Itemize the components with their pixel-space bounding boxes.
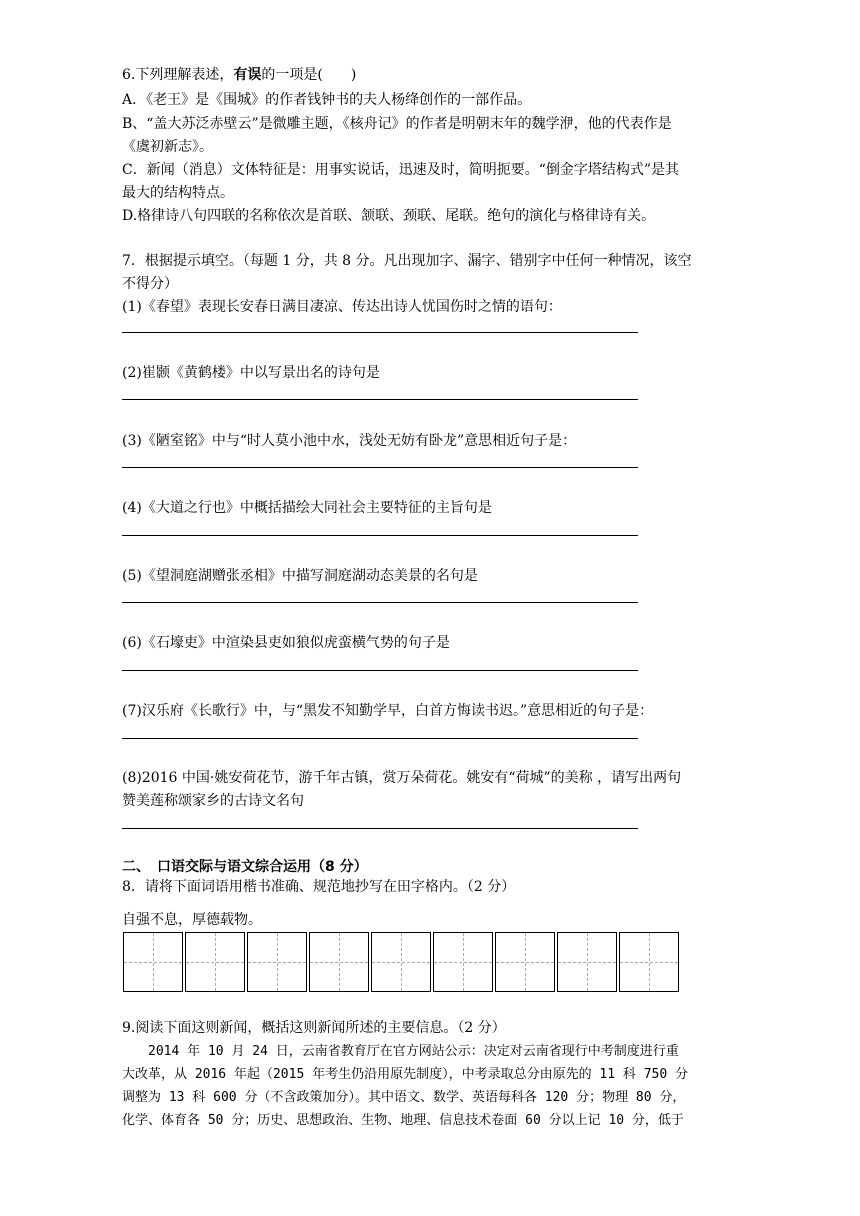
q7-item-8-line2: 赞美莲称颂家乡的古诗文名句 [122, 793, 304, 809]
q6-option-d: D.格律诗八句四联的名称依次是首联、颔联、颈联、尾联。绝句的演化与格律诗有关。 [122, 208, 656, 224]
grid-cell-7[interactable] [495, 932, 555, 992]
q6-option-b-line2: 《虞初新志》。 [122, 139, 213, 155]
q6-option-c-line1: C．新闻（消息）文体特征是：用事实说话，迅速及时，简明扼要。“倒金字塔结构式”是其 [122, 162, 680, 178]
q7-stem-line1: 7．根据提示填空。（每题 1 分，共 8 分。凡出现加字、漏字、错别字中任何一种情况，该空 [122, 253, 692, 269]
q6-option-b-line1: B、“盖大苏泛赤壁云”是微雕主题，《核舟记》的作者是明朝末年的魏学洢，他的代表作是 [122, 116, 672, 132]
q7-item-5: (5)《望洞庭湖赠张丞相》中描写洞庭湖动态美景的名句是 [122, 568, 478, 584]
q7-answer-line-3[interactable] [122, 467, 638, 468]
q7-answer-line-8[interactable] [122, 828, 638, 829]
q7-answer-line-1[interactable] [122, 332, 638, 333]
grid-cell-2[interactable] [185, 932, 245, 992]
q7-stem-line2: 不得分） [122, 276, 178, 292]
section-2-heading: 二、 口语交际与语文综合运用（8 分） [122, 859, 368, 875]
q9-news-line-1: 2014 年 10 月 24 日，云南省教育厅在官方网站公示：决定对云南省现行中考制度进行重 [122, 1044, 679, 1059]
grid-cell-4[interactable] [309, 932, 369, 992]
q7-answer-line-6[interactable] [122, 670, 638, 671]
q7-answer-line-7[interactable] [122, 738, 638, 739]
q7-item-4: (4)《大道之行也》中概括描绘大同社会主要特征的主旨句是 [122, 500, 492, 516]
q9-news-line-4: 化学、体育各 50 分；历史、思想政治、生物、地理、信息技术卷面 60 分以上记 10 分，低于 [122, 1113, 684, 1128]
q7-item-3: (3)《陋室铭》中与“时人莫小池中水，浅处无妨有卧龙”意思相近句子是： [122, 433, 577, 449]
tian-zi-ge-grid [123, 932, 681, 992]
q7-item-8-line1: (8)2016 中国·姚安荷花节，游千年古镇，赏万朵荷花。姚安有“荷城”的美称 ，请写出两句 [122, 770, 682, 786]
q7-answer-line-5[interactable] [122, 602, 638, 603]
q7-answer-line-4[interactable] [122, 535, 638, 536]
grid-cell-3[interactable] [247, 932, 307, 992]
q7-item-2: (2)崔颢《黄鹤楼》中以写景出名的诗句是 [122, 365, 380, 381]
q9-news-line-2: 大改革，从 2016 年起（2015 年考生仍沿用原先制度），中考录取总分由原先的 11 科 750 分 [122, 1067, 689, 1082]
grid-cell-8[interactable] [557, 932, 617, 992]
q6-option-c-line2: 最大的结构特点。 [122, 185, 234, 201]
q6-stem-post: 的一项是( ) [261, 67, 357, 83]
q7-answer-line-2[interactable] [122, 399, 638, 400]
grid-cell-1[interactable] [123, 932, 183, 992]
grid-cell-6[interactable] [433, 932, 493, 992]
q6-stem-emphasis: 有误 [233, 67, 262, 83]
grid-cell-5[interactable] [371, 932, 431, 992]
q7-item-6: (6)《石壕吏》中渲染县吏如狼似虎蛮横气势的句子是 [122, 635, 450, 651]
q6-stem [122, 66, 356, 84]
q6-option-a: A．《老王》是《围城》的作者钱钟书的夫人杨绛创作的一部作品。 [122, 92, 532, 108]
q8-stem: 8．请将下面词语用楷书准确、规范地抄写在田字格内。（2 分） [122, 879, 516, 895]
q8-phrase: 自强不息，厚德载物。 [122, 912, 262, 928]
q9-news-paragraph [122, 1040, 740, 1132]
q7-item-1: (1)《春望》表现长安春日满目凄凉、传达出诗人忧国伤时之情的语句： [122, 299, 562, 315]
q7-item-7: (7)汉乐府《长歌行》中，与“黑发不知勤学早，白首方悔读书迟。”意思相近的句子是： [122, 703, 654, 719]
q9-stem: 9.阅读下面这则新闻，概括这则新闻所述的主要信息。（2 分） [122, 1020, 506, 1036]
q9-news-line-3: 调整为 13 科 600 分（不含政策加分）。其中语文、数学、英语每科各 120 分；物理 80 分， [122, 1090, 686, 1105]
grid-cell-9[interactable] [619, 932, 679, 992]
q6-stem-pre: 6.下列理解表述， [122, 67, 234, 83]
